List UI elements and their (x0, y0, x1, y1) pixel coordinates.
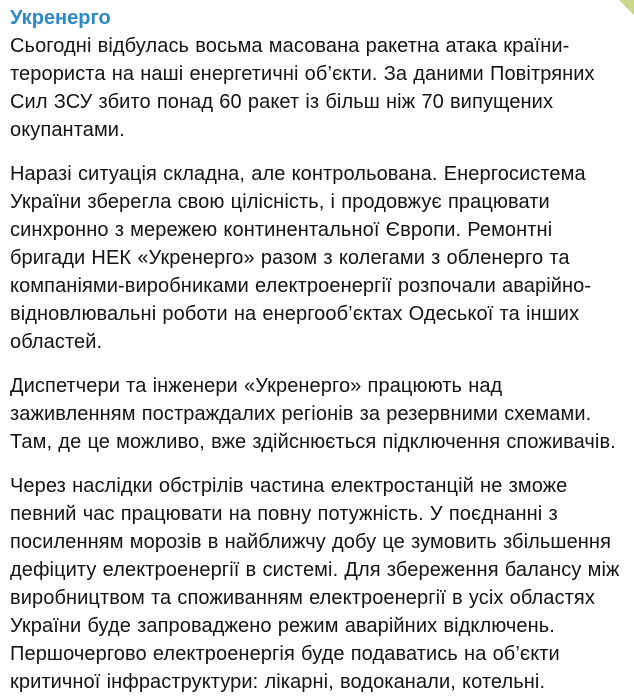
message-paragraph: Диспетчери та інженери «Укренерго» працюють над заживленням постраждалих регіонів за резервними схемами. Там, де це можливо, вже здійснюється підключення споживачів. (10, 375, 616, 453)
message-paragraph: Сьогодні відбулась восьма масована ракетна атака країни-терориста на наші енергетичні об’єкти. За даними Повітряних Сил ЗСУ збито понад 60 ракет із більш ніж 70 випущених окупантами. (10, 35, 595, 141)
message-paragraph: Наразі ситуація складна, але контрольована. Енергосистема України зберегла свою цілісність, і продовжує працювати синхронно з мережею континентальної Європи. Ремонтні бригади НЕК «Укренерго» разом з колегами з обленерго та компаніями-виробниками електроенергії розпочали аварійно-відновлювальні роботи на енергооб’єктах Одеської та інших областей. (10, 163, 592, 353)
channel-name[interactable]: Укренерго (10, 7, 111, 29)
message-paragraph: Через наслідки обстрілів частина електростанцій не зможе певний час працювати на повну потужність. У поєднанні з посиленням морозів в найближчу добу це зумовить збільшення дефіциту електроенергії в системі. Для збереження балансу між виробництвом та споживанням електроенергії в усіх областях України буде запроваджено режим аварійних відключень. Першочергово електроенергія буде подаватись на об’єкти критичної інфраструктури: лікарні, водоканали, котельні. (10, 475, 620, 693)
message-text (10, 32, 620, 696)
corner-accent-shape (619, 0, 634, 15)
